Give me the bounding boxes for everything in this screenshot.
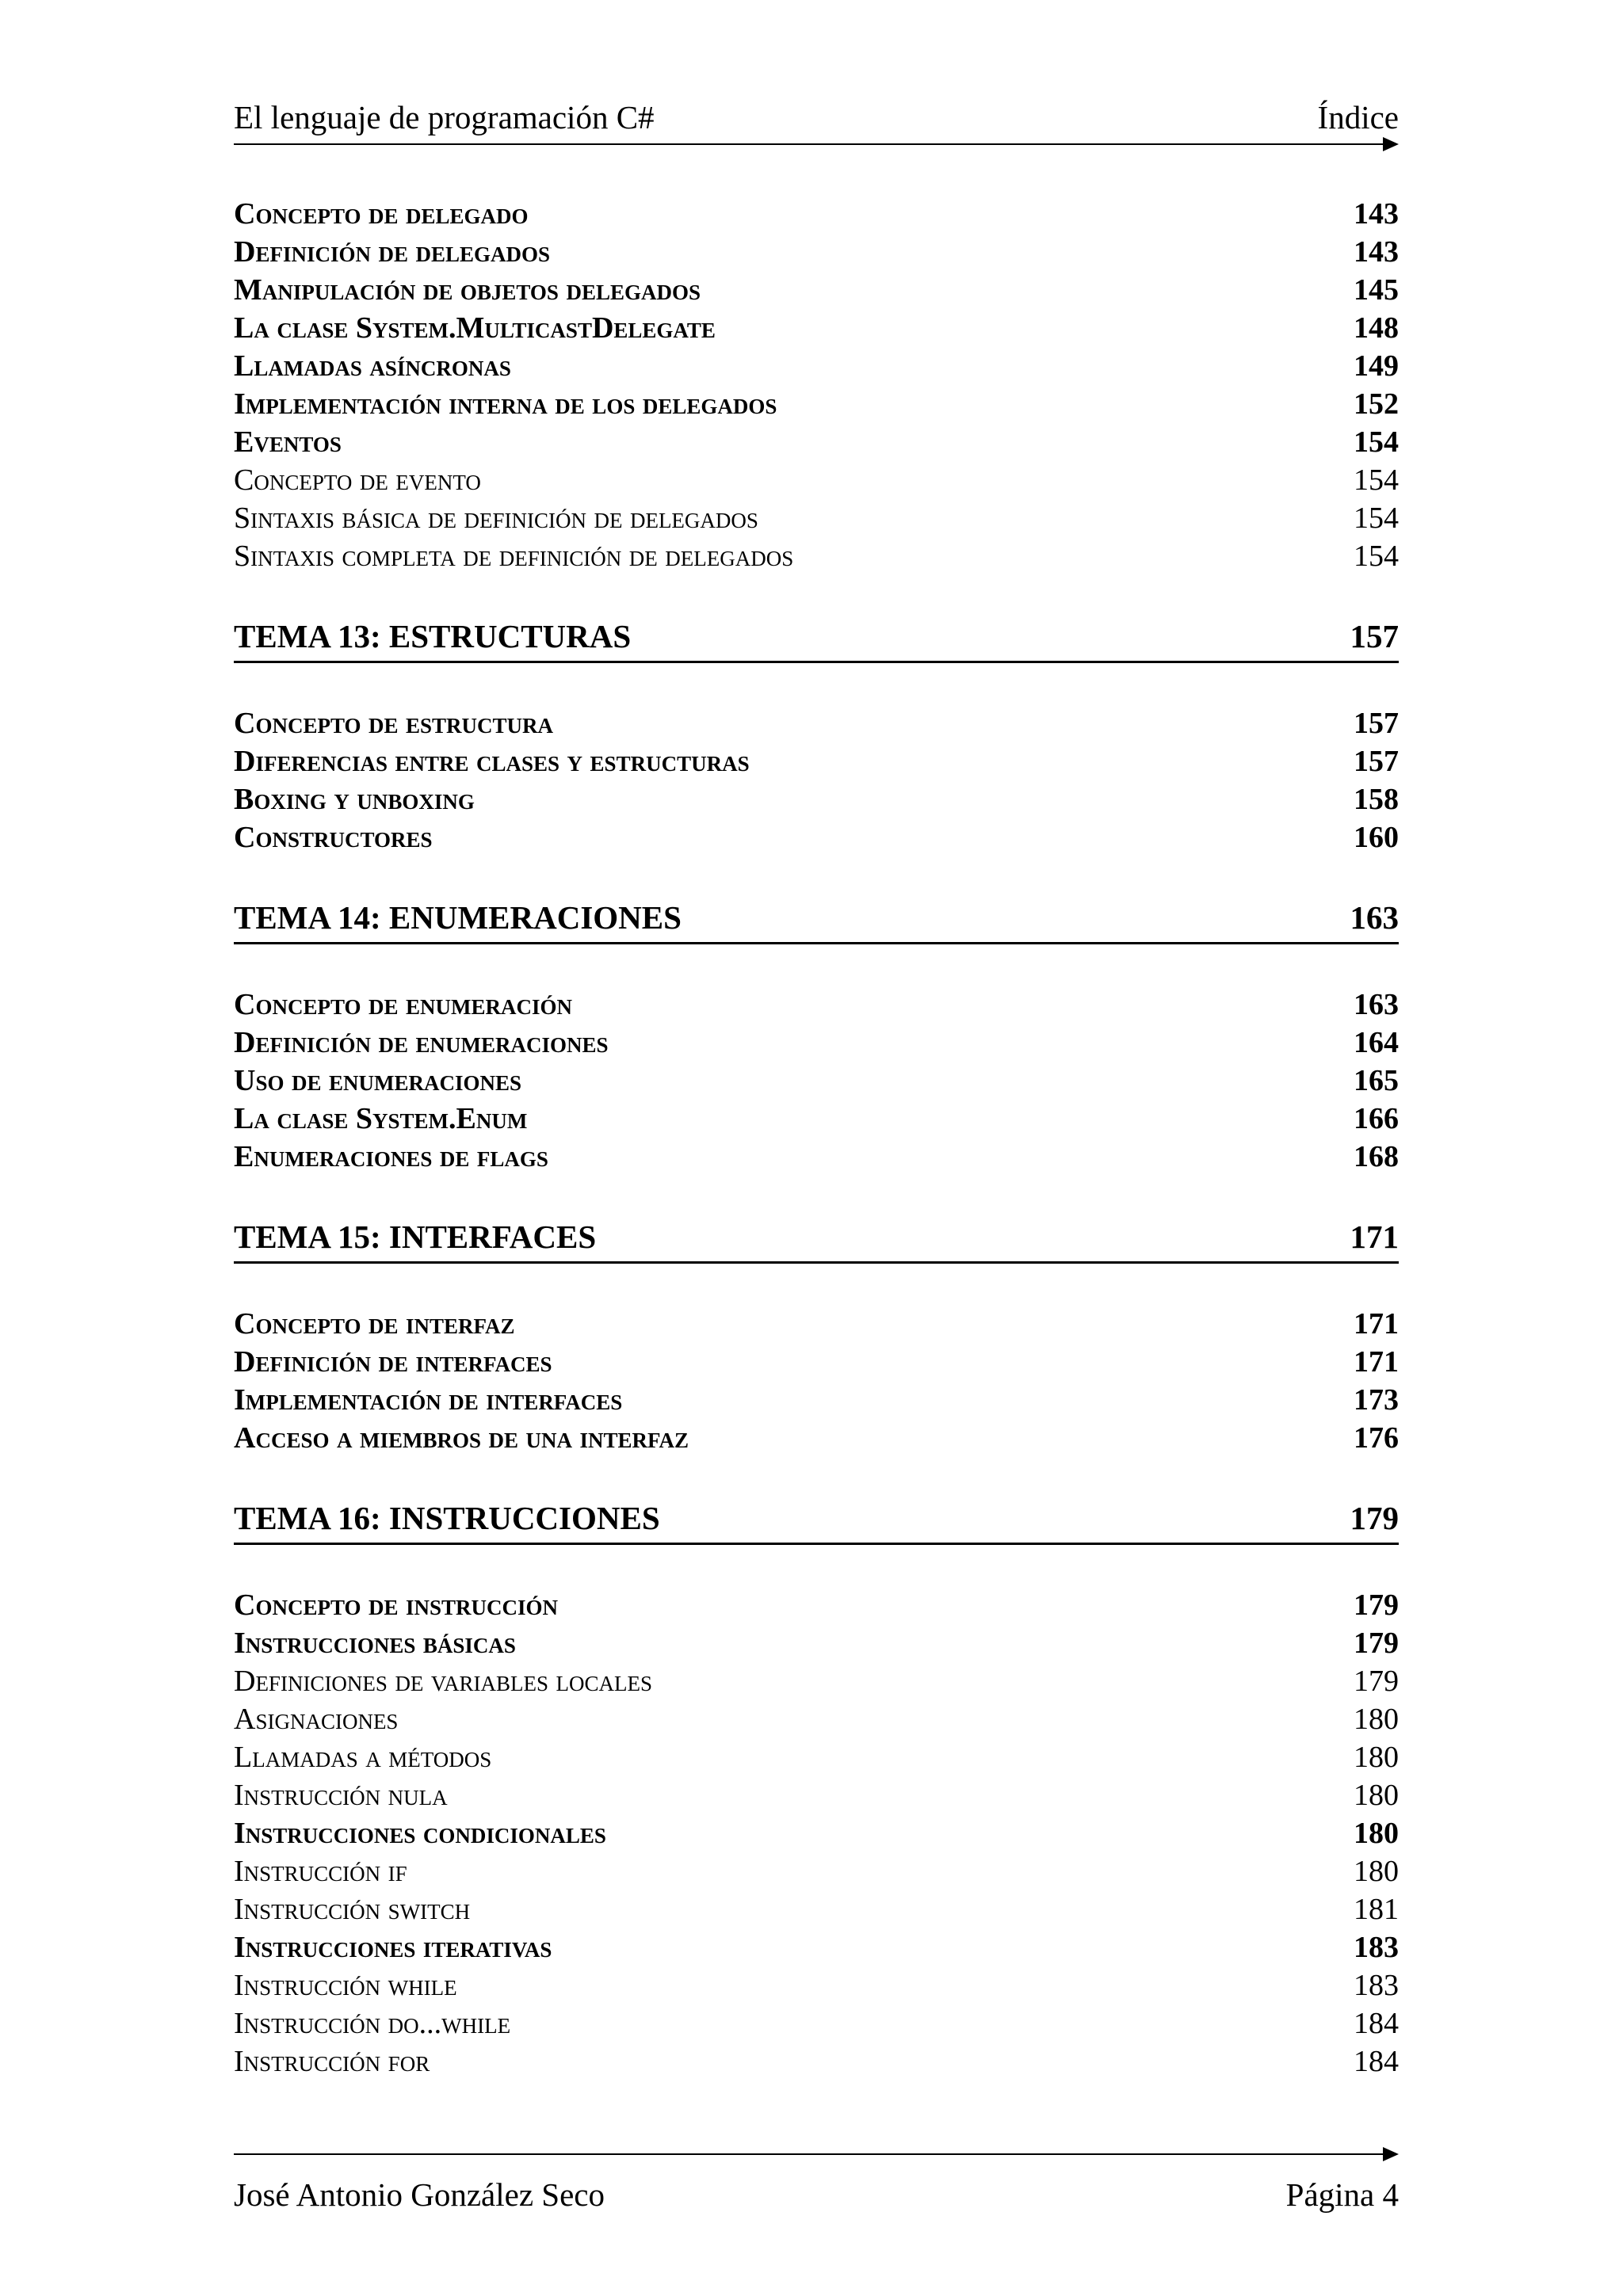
toc-entry-page: 179 [1354, 1665, 1399, 1698]
toc-entry-page: 152 [1354, 387, 1399, 421]
toc-subsection-entry[interactable] [234, 1700, 1399, 1738]
toc-section-entry[interactable] [234, 271, 1399, 309]
toc-entry-page: 180 [1354, 1855, 1399, 1888]
toc-section-entry[interactable] [234, 1305, 1399, 1343]
toc-subsection-entry[interactable] [234, 1966, 1399, 2004]
toc-section-entry[interactable] [234, 780, 1399, 818]
toc-section-entry[interactable] [234, 1138, 1399, 1176]
toc-chapter-heading[interactable] [234, 1493, 1399, 1545]
toc-section-entry[interactable] [234, 1100, 1399, 1138]
toc-entry-label: Instrucciones básicas [234, 1627, 516, 1660]
toc-entry-page: 154 [1354, 502, 1399, 535]
document-page [234, 0, 1399, 2296]
toc-entry-label: Asignaciones [234, 1703, 399, 1736]
toc-entry-label: Implementación interna de los delegados [234, 387, 777, 421]
toc-entry-label: Diferencias entre clases y estructuras [234, 745, 750, 778]
toc-entry-label: TEMA 13: ESTRUCTURAS [234, 618, 632, 654]
toc-entry-label: Sintaxis básica de definición de delegados [234, 502, 758, 535]
toc-entry-page: 164 [1354, 1026, 1399, 1059]
toc-entry-label: Implementación de interfaces [234, 1383, 623, 1417]
toc-entry-label: Llamadas a métodos [234, 1741, 492, 1774]
toc-entry-label: Definición de delegados [234, 235, 551, 269]
toc-subsection-entry[interactable] [234, 1776, 1399, 1814]
toc-section-entry[interactable] [234, 1381, 1399, 1419]
footer-page-number: Página 4 [1285, 2176, 1399, 2213]
toc-entry-page: 180 [1354, 1817, 1399, 1850]
toc-entry-label: Instrucción while [234, 1969, 457, 2002]
toc-section-entry[interactable] [234, 1343, 1399, 1381]
toc-entry-label: Concepto de delegado [234, 197, 529, 231]
toc-entry-label: La clase System.Enum [234, 1102, 528, 1135]
toc-entry-page: 171 [1350, 1219, 1399, 1255]
toc-entry-page: 163 [1354, 988, 1399, 1021]
toc-entry-label: Concepto de evento [234, 463, 481, 497]
toc-entry-label: Definición de enumeraciones [234, 1026, 609, 1059]
toc-entry-page: 168 [1354, 1140, 1399, 1173]
toc-section-entry[interactable] [234, 385, 1399, 423]
toc-chapter-heading[interactable] [234, 1212, 1399, 1264]
toc-subsection-entry[interactable] [234, 461, 1399, 499]
toc-subsection-entry[interactable] [234, 1662, 1399, 1700]
toc-entry-page: 157 [1354, 745, 1399, 778]
toc-entry-label: TEMA 15: INTERFACES [234, 1219, 597, 1255]
page-footer [234, 2171, 1399, 2218]
toc-entry-label: Concepto de estructura [234, 707, 554, 740]
toc-entry-label: Uso de enumeraciones [234, 1064, 521, 1097]
toc-entry-page: 154 [1354, 540, 1399, 573]
toc-section-entry[interactable] [234, 986, 1399, 1024]
toc-subsection-entry[interactable] [234, 537, 1399, 575]
toc-entry-page: 157 [1350, 618, 1399, 654]
toc-entry-label: TEMA 16: INSTRUCCIONES [234, 1500, 660, 1536]
toc-section-entry[interactable] [234, 1814, 1399, 1852]
toc-entry-page: 184 [1354, 2007, 1399, 2040]
toc-entry-page: 171 [1354, 1345, 1399, 1379]
toc-entry-label: Boxing y unboxing [234, 783, 475, 816]
toc-entry-page: 173 [1354, 1383, 1399, 1417]
toc-subsection-entry[interactable] [234, 2004, 1399, 2042]
toc-entry-page: 184 [1354, 2045, 1399, 2078]
toc-section-entry[interactable] [234, 309, 1399, 347]
toc-entry-page: 143 [1354, 197, 1399, 231]
toc-entry-label: Instrucciones condicionales [234, 1817, 606, 1850]
toc-entry-label: Instrucción nula [234, 1779, 448, 1812]
toc-entry-page: 181 [1354, 1893, 1399, 1926]
toc-entry-label: Eventos [234, 425, 342, 459]
toc-subsection-entry[interactable] [234, 1890, 1399, 1928]
toc-entry-page: 179 [1354, 1627, 1399, 1660]
toc-entry-page: 154 [1354, 463, 1399, 497]
toc-section-entry[interactable] [234, 1586, 1399, 1624]
footer-author: José Antonio González Seco [234, 2176, 605, 2213]
toc-entry-label: TEMA 14: ENUMERACIONES [234, 899, 682, 936]
toc-section-entry[interactable] [234, 1928, 1399, 1966]
toc-section-entry[interactable] [234, 1624, 1399, 1662]
toc-entry-page: 176 [1354, 1421, 1399, 1455]
header-title: El lenguaje de programación C# [234, 99, 655, 135]
toc-entry-page: 145 [1354, 273, 1399, 307]
toc-section-entry[interactable] [234, 742, 1399, 780]
toc-entry-page: 143 [1354, 235, 1399, 269]
table-of-contents [234, 195, 1399, 2081]
toc-entry-label: Definición de interfaces [234, 1345, 552, 1379]
toc-entry-page: 180 [1354, 1779, 1399, 1812]
toc-entry-label: Definiciones de variables locales [234, 1665, 652, 1698]
page-header [234, 93, 1399, 141]
toc-entry-label: Constructores [234, 821, 433, 854]
arrow-right-icon [1383, 137, 1399, 151]
toc-entry-label: Manipulación de objetos delegados [234, 273, 701, 307]
toc-entry-page: 148 [1354, 311, 1399, 345]
toc-section-entry[interactable] [234, 347, 1399, 385]
toc-section-entry[interactable] [234, 704, 1399, 742]
toc-section-entry[interactable] [234, 195, 1399, 233]
toc-entry-label: Concepto de enumeración [234, 988, 572, 1021]
header-section: Índice [1317, 99, 1399, 135]
toc-entry-label: Enumeraciones de flags [234, 1140, 548, 1173]
header-rule [234, 143, 1384, 145]
toc-subsection-entry[interactable] [234, 1738, 1399, 1776]
toc-entry-page: 179 [1350, 1500, 1399, 1536]
toc-chapter-heading[interactable] [234, 893, 1399, 944]
toc-entry-page: 157 [1354, 707, 1399, 740]
arrow-right-icon [1383, 2147, 1399, 2161]
toc-section-entry[interactable] [234, 1062, 1399, 1100]
toc-entry-page: 166 [1354, 1102, 1399, 1135]
toc-entry-page: 160 [1354, 821, 1399, 854]
toc-section-entry[interactable] [234, 1024, 1399, 1062]
toc-entry-page: 163 [1350, 899, 1399, 936]
toc-subsection-entry[interactable] [234, 1852, 1399, 1890]
toc-entry-page: 154 [1354, 425, 1399, 459]
toc-entry-page: 171 [1354, 1307, 1399, 1341]
toc-entry-page: 165 [1354, 1064, 1399, 1097]
toc-chapter-heading[interactable] [234, 612, 1399, 663]
toc-subsection-entry[interactable] [234, 499, 1399, 537]
footer-rule [234, 2153, 1384, 2155]
toc-entry-label: Acceso a miembros de una interfaz [234, 1421, 689, 1455]
toc-entry-page: 183 [1354, 1969, 1399, 2002]
toc-entry-label: Instrucción if [234, 1855, 407, 1888]
toc-entry-page: 149 [1354, 349, 1399, 383]
toc-entry-label: Concepto de instrucción [234, 1589, 559, 1622]
toc-entry-label: Instrucción for [234, 2045, 430, 2078]
toc-section-entry[interactable] [234, 818, 1399, 856]
toc-section-entry[interactable] [234, 1419, 1399, 1457]
toc-entry-page: 183 [1354, 1931, 1399, 1964]
toc-section-entry[interactable] [234, 423, 1399, 461]
toc-section-entry[interactable] [234, 233, 1399, 271]
toc-entry-label: Llamadas asíncronas [234, 349, 511, 383]
toc-entry-label: Concepto de interfaz [234, 1307, 515, 1341]
toc-entry-label: Instrucción switch [234, 1893, 471, 1926]
toc-entry-page: 180 [1354, 1703, 1399, 1736]
toc-entry-label: Instrucción do...while [234, 2007, 511, 2040]
toc-entry-page: 158 [1354, 783, 1399, 816]
toc-entry-label: Sintaxis completa de definición de delegados [234, 540, 794, 573]
toc-entry-page: 180 [1354, 1741, 1399, 1774]
toc-entry-label: Instrucciones iterativas [234, 1931, 552, 1964]
toc-entry-label: La clase System.MulticastDelegate [234, 311, 716, 345]
toc-subsection-entry[interactable] [234, 2042, 1399, 2081]
toc-entry-page: 179 [1354, 1589, 1399, 1622]
